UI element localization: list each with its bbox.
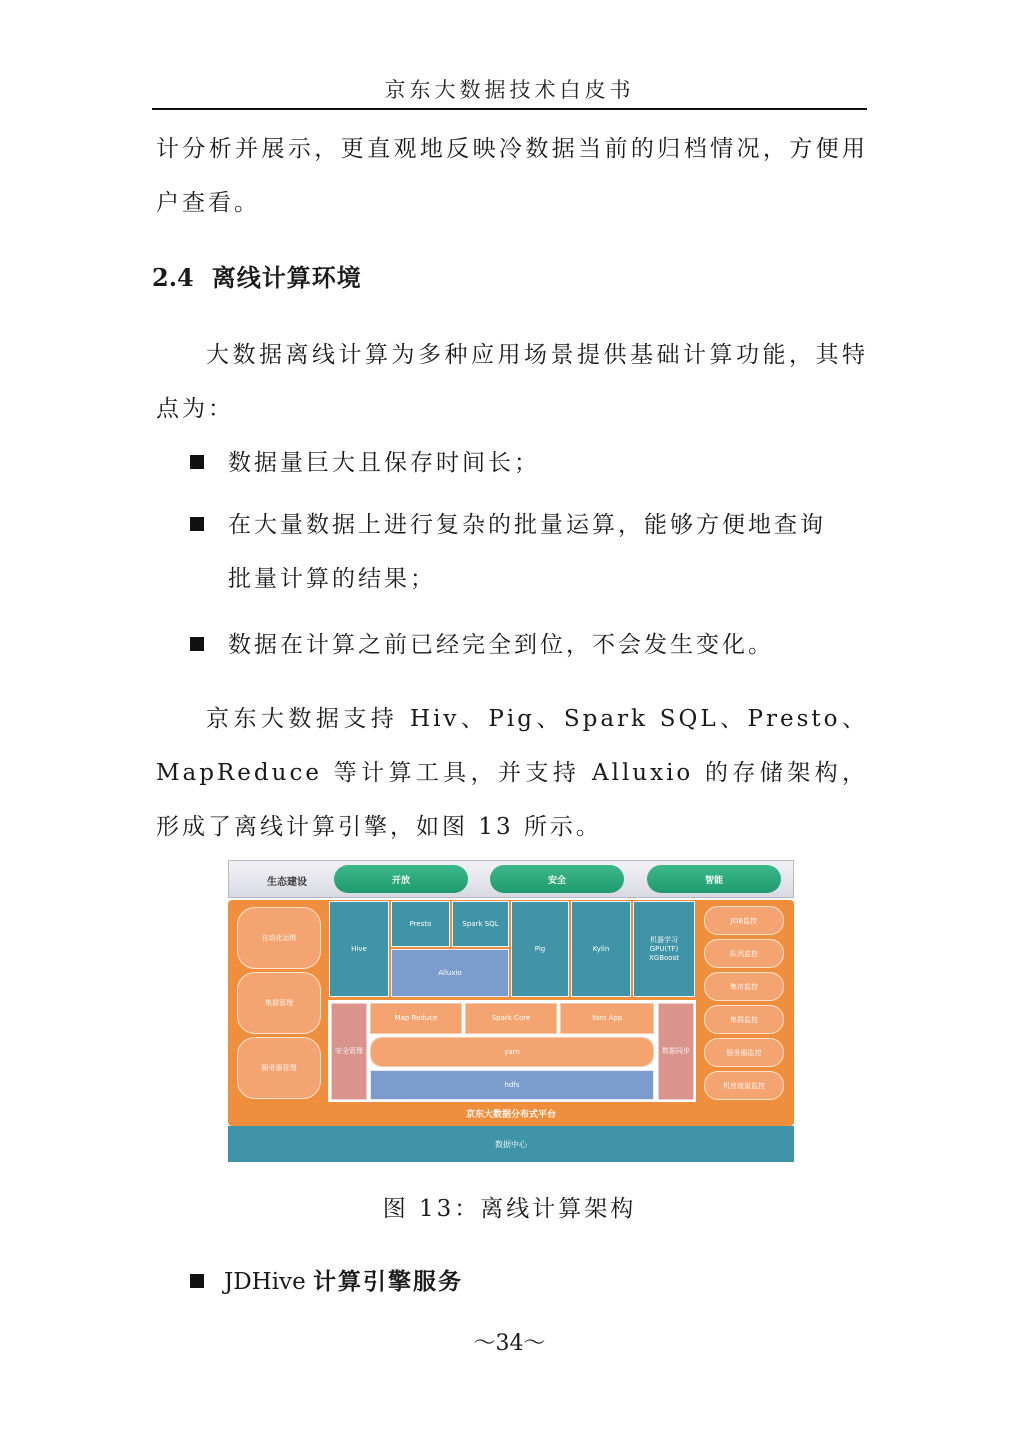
section-number: 2.4 [152,263,194,292]
sub-heading [224,1269,463,1295]
pill-auto-ops: 自动化运维 [237,907,321,969]
pill-traffic-monitor: 机房流量监控 [704,1071,784,1100]
pill-cluster-mgmt: 集群管理 [237,972,321,1034]
bullet-square-icon [190,637,204,651]
bullet-square-icon [190,517,204,531]
box-hdfs: hdfs [370,1070,654,1100]
section-title: 离线计算环境 [211,263,362,292]
box-kylin: Kylin [571,901,631,997]
sub-heading-prefix: JDHive [224,1269,306,1295]
pill-queue-monitor: 队列监控 [704,939,784,968]
pill-mart-monitor: 集市监控 [704,972,784,1001]
box-machine-learning: 机器学习 GPU(TF) XGBoost [633,901,695,997]
pill-job-monitor: JOB监控 [704,906,784,935]
section-heading [152,258,362,293]
pill-cluster-monitor: 集群监控 [704,1005,784,1034]
bullet-text: 数据量巨大且保存时间长； [228,450,540,476]
box-data-sync: 数据同步 [658,1003,694,1100]
header-rule [152,108,867,110]
pill-smart: 智能 [647,865,781,893]
box-yarn: yarn [370,1037,654,1067]
figure-caption: 图 13：离线计算架构 [382,1196,637,1222]
paragraph-intro: 大数据离线计算为多种应用场景提供基础计算功能，其特点为： [156,342,868,422]
bullet-text: 在大量数据上进行复杂的批量运算，能够方便地查询批量计算的结果； [228,512,826,592]
list-item [190,498,850,606]
box-yarn-app: Yarn App [560,1003,654,1034]
architecture-diagram [228,860,794,1162]
platform-label: 京东大数据分布式平台 [465,1110,556,1120]
box-data-center: 数据中心 [228,1126,794,1162]
bullet-square-icon [190,1274,204,1288]
sub-heading-title: 计算引擎服务 [313,1268,463,1295]
box-security-mgmt: 安全管理 [331,1003,367,1100]
box-mapreduce: Map Reduce [370,1003,462,1034]
box-hive: Hive [329,901,389,997]
box-pig: Pig [511,901,569,997]
pill-security: 安全 [490,865,624,893]
box-presto: Presto [391,901,450,947]
paragraph-tools: 京东大数据支持 Hiv、Pig、Spark SQL、Presto、MapReduce 等计算工具，并支持 Alluxio 的存储架构，形成了离线计算引擎，如图 13 所示。 [156,706,868,840]
bullet-text: 数据在计算之前已经完全到位，不会发生变化。 [228,632,774,658]
bullet-square-icon [190,455,204,469]
box-spark-sql: Spark SQL [452,901,509,947]
pill-server-mgmt: 服务器管理 [237,1037,321,1099]
list-item [190,1262,463,1302]
pill-server-monitor: 服务器监控 [704,1038,784,1067]
page-number: ～34～ [473,1331,546,1356]
list-item [190,436,860,490]
box-spark-core: Spark Core [465,1003,557,1034]
pill-open: 开放 [334,865,468,893]
running-header: 京东大数据技术白皮书 [384,78,635,102]
ecosystem-label: 生态建设 [267,877,307,888]
paragraph-continued: 计分析并展示，更直观地反映冷数据当前的归档情况，方便用户查看。 [156,136,868,216]
box-alluxio: Alluxio [391,949,509,997]
list-item [190,618,860,672]
